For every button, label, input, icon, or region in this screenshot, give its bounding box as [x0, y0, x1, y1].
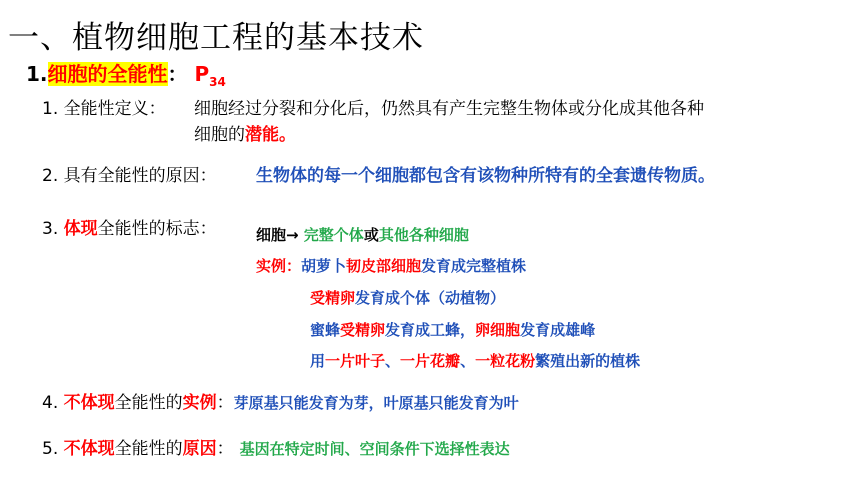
- item3-number: 3.: [42, 219, 64, 239]
- ex4-sep1: 、: [385, 352, 401, 370]
- item3-rest: 全能性的标志：: [97, 219, 217, 239]
- page-ref-number: 34: [209, 75, 226, 89]
- item1-line2-prefix: 细胞的: [194, 125, 245, 145]
- item4-example: 实例: [182, 393, 217, 413]
- item5-text: 基因在特定时间、空间条件下选择性表达: [239, 440, 510, 458]
- ex4-pollen: 一粒花粉: [475, 352, 536, 370]
- item5: [42, 434, 510, 459]
- item3-sign: [256, 224, 469, 245]
- item3-embody: 体现: [63, 219, 98, 239]
- item1-line2: [194, 120, 296, 145]
- ex4-result: 繁殖出新的植株: [535, 352, 641, 370]
- ex4-use: 用: [310, 352, 326, 370]
- page-reference: [194, 62, 226, 89]
- item4-mid: 全能性的: [114, 393, 183, 413]
- ex4-sep2: 、: [460, 352, 476, 370]
- item5-not-embody: 不体现: [63, 439, 115, 459]
- section-highlight: 细胞的全能性: [47, 62, 168, 86]
- item5-number: 5.: [42, 439, 64, 459]
- item3-other-cells: 其他各种细胞: [378, 226, 469, 244]
- item3-label: [42, 214, 217, 239]
- item4-number: 4.: [42, 393, 64, 413]
- item1-label: 1. 全能性定义：: [42, 99, 166, 119]
- section-heading: [26, 58, 226, 89]
- ex4-petal: 一片花瓣: [400, 352, 461, 370]
- item4-colon: ：: [216, 393, 234, 413]
- ex1-phloem: 韧皮部细胞: [346, 257, 422, 275]
- item4-not-embody: 不体现: [63, 393, 115, 413]
- section-colon: ：: [167, 62, 188, 86]
- ex2-zygote: 受精卵: [310, 289, 356, 307]
- ex3-worker: 发育成工蜂，: [385, 321, 476, 339]
- example-row-1: [256, 255, 526, 276]
- ex1-carrot: 胡萝卜: [301, 257, 347, 275]
- ex4-leaf: 一片叶子: [325, 352, 386, 370]
- item3-or: 或: [363, 226, 379, 244]
- example-row-2: [310, 287, 505, 308]
- example-row-3: [310, 319, 595, 340]
- item5-colon: ：: [216, 439, 234, 459]
- item5-reason: 原因: [182, 439, 217, 459]
- ex3-drone: 发育成雄峰: [520, 321, 596, 339]
- ex1-result: 发育成完整植株: [421, 257, 527, 275]
- item3-cell-arrow: 细胞→: [256, 226, 304, 244]
- page-ref-letter: P: [194, 62, 210, 86]
- ex2-result: 发育成个体（动植物）: [355, 289, 506, 307]
- ex3-bee: 蜜蜂: [310, 321, 341, 339]
- item3-complete-individual: 完整个体: [303, 226, 364, 244]
- ex3-zygote: 受精卵: [340, 321, 386, 339]
- item4-text: 芽原基只能发育为芽，叶原基只能发育为叶: [233, 394, 519, 412]
- item2-label: 2. 具有全能性的原因：: [42, 166, 217, 186]
- item2-text: 生物体的每一个细胞都包含有该物种所特有的全套遗传物质。: [256, 166, 715, 186]
- item4: [42, 388, 519, 413]
- item1-line1: 细胞经过分裂和分化后，仍然具有产生完整生物体或分化成其他各种: [194, 99, 704, 119]
- example-label: 实例：: [256, 257, 302, 275]
- slide-title: 一、植物细胞工程的基本技术: [8, 20, 424, 56]
- section-number: 1.: [26, 62, 48, 86]
- item5-mid: 全能性的: [114, 439, 183, 459]
- example-row-4: [310, 350, 640, 371]
- item1-potential: 潜能。: [245, 125, 296, 145]
- ex3-egg: 卵细胞: [475, 321, 521, 339]
